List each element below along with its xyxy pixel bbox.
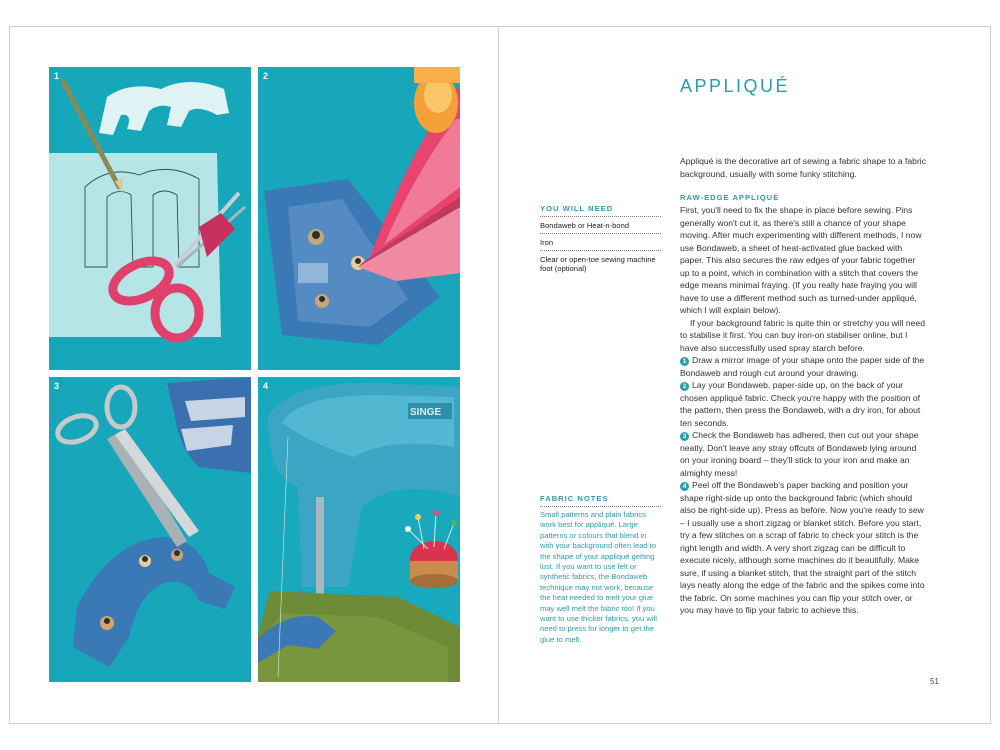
step-number-badge: 2 [680, 382, 689, 391]
body-paragraph: If your background fabric is quite thin or stretchy you will need to stabilise it first. You can buy iron-on stabiliser online, but I have also successfully used spray starch before. [680, 317, 926, 353]
you-will-need-heading: YOU WILL NEED [540, 204, 661, 217]
step-text: Draw a mirror image of your shape onto the paper side of the Bondaweb and rough cut around your drawing. [680, 355, 925, 378]
fabric-notes-heading: FABRIC NOTES [540, 494, 661, 507]
list-item: Iron [540, 234, 661, 251]
you-will-need-box [540, 204, 661, 276]
body-paragraph: First, you'll need to fix the shape in place before sewing. Pins generally won't cut it, as there's still a chance of your shape moving. After much experimenting with different methods, I now use Bondaweb, a sheet of heat-activated glue backed with paper. This also secures the raw edges of your fabric together up to a point, which in combination with a stitch that covers the edge means minimal fraying. (If you really hate fraying you will have to use a different method such as turned-under appliqué, which I will explain below). [680, 205, 922, 315]
step-text: Check the Bondaweb has adhered, then cut out your shape neatly. Don't leave any stray offcuts of Bondaweb lying around on your ironing board – they'll stick to your iron and make an almighty mess! [680, 430, 919, 478]
fabric-notes-text: Small patterns and plain fabrics work best for appliqué. Large patterns or colours that blend in with your background often lead to the shape of your appliqué getting lost. If you want to use felt or synthetic fabrics, the Bondaweb technique may not work, because the heat needed to melt your glue may well melt the fabric too! If you want to use thicker fabrics, you will need to press for longer to get the glue to melt. [540, 510, 657, 644]
photo-number: 4 [263, 381, 269, 391]
photo-number: 2 [263, 71, 269, 81]
fabric-notes-box [540, 494, 661, 645]
photo-4-sewing-machine [258, 377, 460, 682]
step-number-badge: 4 [680, 482, 689, 491]
step-1 [680, 354, 927, 379]
step-4 [680, 479, 927, 617]
list-item: Clear or open-toe sewing machine foot (optional) [540, 255, 656, 273]
photo-2-ironing-fabric [258, 67, 460, 370]
step-text: Peel off the Bondaweb's paper backing and position your shape right-side up onto the background fabric (which should also be right-side up). Press as before. Now you're ready to sew – I usually use a short zigzag or blanket stitch. Before you start, try a few stitches on a scrap of fabric to check your stitch is the right length and width. A very short zigzag can be difficult to execute nicely, although some machines do it beautifully. Make sure, if using a blanket stitch, that the straight part of the stitch lays neatly along the edge of the fabric and the spikes come into the fabric. On some machines you can flip your stitch over, or you may have to flip your fabric to achieve this. [680, 480, 925, 615]
photo-3-cutting-shape [49, 377, 251, 682]
page-gutter [498, 26, 499, 724]
step-2 [680, 379, 927, 429]
list-item: Bondaweb or Heat-n-bond [540, 217, 661, 234]
photo-number: 3 [54, 381, 60, 391]
svg-text:SINGE: SINGE [410, 407, 442, 418]
photo-number: 1 [54, 71, 60, 81]
step-3 [680, 429, 927, 479]
you-will-need-list [540, 217, 661, 276]
intro-paragraph: Appliqué is the decorative art of sewing a fabric shape to a fabric background, usually with some funky stitching. [680, 156, 927, 179]
main-body-text [680, 155, 927, 617]
page-number: 51 [930, 677, 939, 686]
raw-edge-subheading: RAW-EDGE APPLIQUÉ [680, 193, 780, 202]
page-title: APPLIQUÉ [680, 76, 791, 96]
step-number-badge: 3 [680, 432, 689, 441]
step-number-badge: 1 [680, 357, 689, 366]
photo-1-tracing-letter [49, 67, 251, 370]
step-text: Lay your Bondaweb, paper-side up, on the back of your chosen appliqué fabric. Check you're happy with the position of the pattern, then press the Bondaweb, with a dry iron, for about ten seconds. [680, 380, 921, 428]
